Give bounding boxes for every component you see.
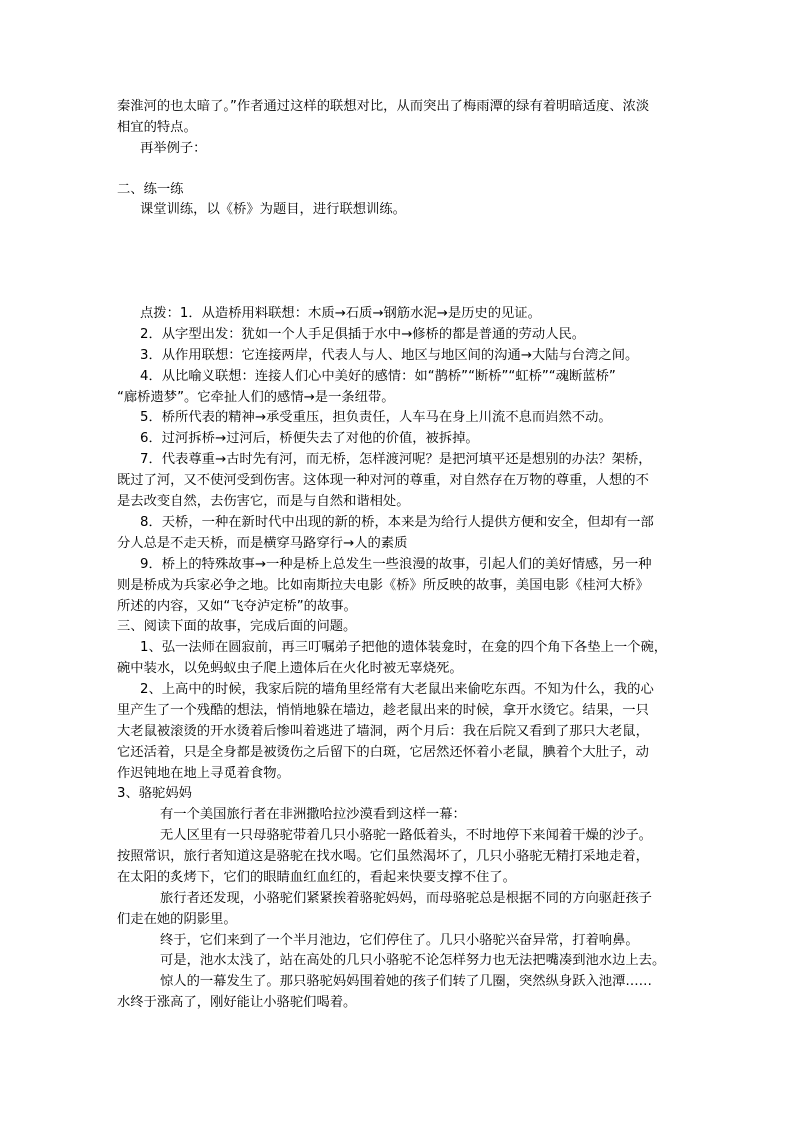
section-heading: 二、练一练 <box>117 182 184 197</box>
text-line: 分人总是不走天桥，而是横穿马路穿行→人的素质 <box>117 536 408 551</box>
text-line: 课堂训练，以《桥》为题目，进行联想训练。 <box>140 202 406 217</box>
text-line: 则是桥成为兵家必争之地。比如南斯拉夫电影《桥》所反映的故事，美国电影《桂河大桥》 <box>117 578 649 593</box>
text-line: 可是，池水太浅了，站在高处的几只小骆驼不论怎样努力也无法把嘴凑到池水边上去。 <box>160 953 666 968</box>
section-heading: 三、阅读下面的故事，完成后面的问题。 <box>117 619 357 634</box>
text-line: 水终于涨高了，刚好能让小骆驼们喝着。 <box>117 995 357 1010</box>
text-line: 碗中装水，以免蚂蚁虫子爬上遗体后在火化时被无辜烧死。 <box>117 661 463 676</box>
text-line: 在太阳的炙烤下，它们的眼睛血红血红的，看起来快要支撑不住了。 <box>117 870 516 885</box>
text-line: 们走在她的阴影里。 <box>117 912 237 927</box>
text-line: 2．从字型出发：犹如一个人手足俱插于水中→修桥的都是普通的劳动人民。 <box>140 327 586 342</box>
text-line: 相宜的特点。 <box>117 120 197 135</box>
text-line: 有一个美国旅行者在非洲撒哈拉沙漠看到这样一幕： <box>160 807 466 822</box>
text-line: 按照常识，旅行者知道这是骆驼在找水喝。它们虽然渴坏了，几只小骆驼无精打采地走着， <box>117 849 649 864</box>
text-line: 旅行者还发现，小骆驼们紧紧挨着骆驼妈妈，而母骆驼总是根据不同的方向驱赶孩子 <box>160 891 652 906</box>
text-line: 2、上高中的时候，我家后院的墙角里经常有大老鼠出来偷吃东西。不知为什么，我的心 <box>140 682 654 697</box>
text-line: 大老鼠被滚烫的开水烫着后惨叫着逃进了墙洞，两个月后：我在后院又看到了那只大老鼠， <box>117 724 649 739</box>
text-line: 惊人的一幕发生了。那只骆驼妈妈围着她的孩子们转了几圈，突然纵身跃入池潭…… <box>160 974 652 989</box>
text-line: 7．代表尊重→古时先有河，而无桥，怎样渡河呢？是把河填平还是想别的办法？架桥， <box>140 452 652 467</box>
text-line: 秦淮河的也太暗了。”作者通过这样的联想对比，从而突出了梅雨潭的绿有着明暗适度、浓淡 <box>117 99 650 114</box>
text-line: 终于，它们来到了一个半月池边，它们停住了。几只小骆驼兴奋异常，打着响鼻。 <box>160 933 639 948</box>
text-line: 点拨：1．从造桥用料联想：木质→石质→钢筋水泥→是历史的见证。 <box>140 306 541 321</box>
text-line: 它还活着，只是全身都是被烫伤之后留下的白斑，它居然还怀着小老鼠，腆着个大肚子，动 <box>117 745 649 760</box>
text-line: 再举例子： <box>140 141 207 156</box>
story-title: 3、骆驼妈妈 <box>117 786 192 801</box>
text-line: 1、弘一法师在圆寂前，再三叮嘱弟子把他的遗体装龛时，在龛的四个角下各垫上一个碗， <box>140 640 668 655</box>
text-line: 作迟钝地在地上寻觅着食物。 <box>117 766 290 781</box>
text-line: 5．桥所代表的精神→承受重压，担负责任，人车马在身上川流不息而岿然不动。 <box>140 410 612 425</box>
text-line: 9．桥上的特殊故事→一种是桥上总发生一些浪漫的故事，引起人们的美好情感，另一种 <box>140 557 652 572</box>
text-line: 8．天桥，一种在新时代中出现的新的桥，本来是为给行人提供方便和安全，但却有一部 <box>140 515 654 530</box>
text-line: 所述的内容，又如“飞夺泸定桥”的故事。 <box>117 599 357 614</box>
text-line: “廊桥遗梦”。它牵扯人们的感情→是一条纽带。 <box>117 390 395 405</box>
text-line: 既过了河，又不使河受到伤害。这体现一种对河的尊重，对自然存在万物的尊重，人想的不 <box>117 473 649 488</box>
text-line: 3．从作用联想：它连接两岸，代表人与人、地区与地区间的沟通→大陆与台湾之间。 <box>140 348 639 363</box>
text-line: 4．从比喻义联想：连接人们心中美好的感情：如“鹊桥”“断桥”“虹桥”“魂断蓝桥” <box>140 369 616 384</box>
text-line: 是去改变自然，去伤害它，而是与自然和谐相处。 <box>117 494 410 509</box>
text-line: 里产生了一个残酷的想法，悄悄地躲在墙边，趁老鼠出来的时候，拿开水烫它。结果，一只 <box>117 703 649 718</box>
text-line: 6．过河拆桥→过河后，桥便失去了对他的价值，被拆掉。 <box>140 431 479 446</box>
text-line: 无人区里有一只母骆驼带着几只小骆驼一路低着头，不时地停下来闻着干燥的沙子。 <box>160 828 652 843</box>
